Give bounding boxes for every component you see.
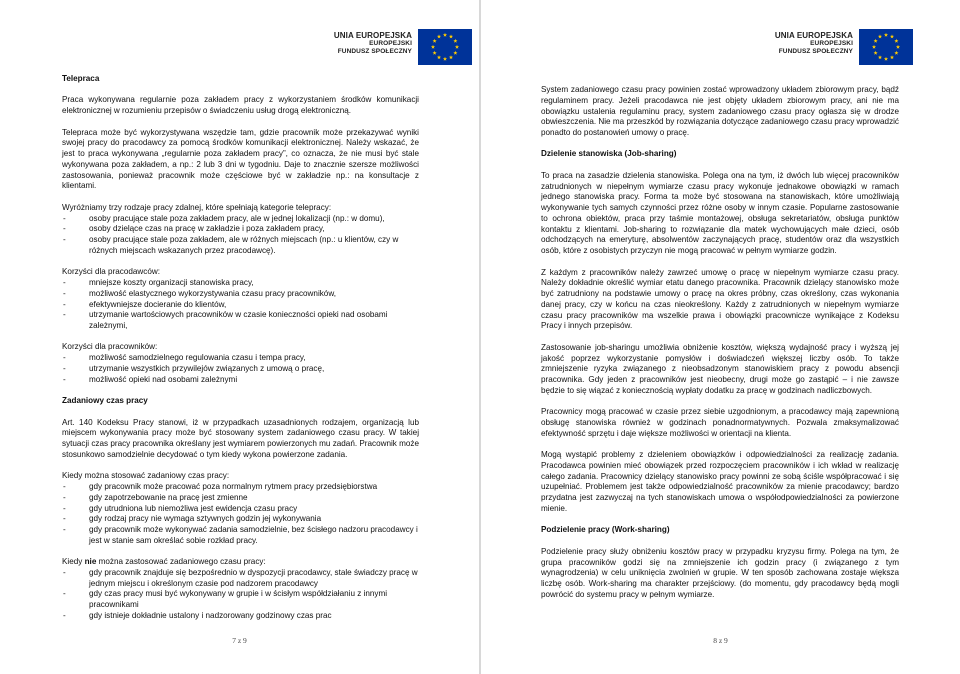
list-item: - mniejsze koszty organizacji stanowiska pracy, bbox=[62, 278, 419, 289]
list-item: - gdy pracownik znajduje się bezpośrednio w dyspozycji pracodawcy, stale świadczy pracę w jednym miejscu i określonym czasie pod nadzorem pracodawcy bbox=[62, 568, 419, 590]
section-heading-work-sharing: Podzielenie pracy (Work-sharing) bbox=[541, 525, 670, 535]
eu-flag-icon bbox=[418, 29, 472, 65]
list-item: - gdy pracownik może pracować poza normalnym rytmem pracy przedsiębiorstwa bbox=[62, 482, 419, 493]
paragraph: Telepraca może być wykorzystywana wszędzie tam, gdzie pracownik może przekazywać wyniki swojej pracy do pracodawcy za pomocą środków komunikacji elektronicznej. Należy wskazać, że jest to praca wykonywana „regularnie poza zakładem pracy”, co oznacza, że nie musi być stale wykonywana poza zakładem, a np.: 2 lub 3 dni w tygodniu. Daje to znacznie szersze możliwości zastosowania, ponieważ pracownik może częściowe być w zakładzie np.: na konsultacje z klientami. bbox=[62, 127, 419, 191]
list-item: - gdy zapotrzebowanie na pracę jest zmienne bbox=[62, 493, 419, 504]
intro-emphasis: nie bbox=[84, 557, 97, 567]
paragraph: Pracownicy mogą pracować w czasie przez siebie uzgodnionym, a pracodawcy mają zapewnioną obsługę stanowiska również w godzinach ponadnormatywnych. Pozwala zmaksymalizować efektywność sprzętu i daje większe możliwości w orientacji na klienta. bbox=[541, 407, 899, 438]
bullet-list-employer-benefits bbox=[62, 278, 419, 332]
intro-text: Kiedy bbox=[62, 557, 85, 567]
list-item: - gdy istnieje dokładnie ustalony i nadzorowany godzinowy czas prac bbox=[62, 611, 419, 622]
eu-flag-icon bbox=[859, 29, 913, 65]
logo-line-2: EUROPEJSKI bbox=[810, 40, 853, 48]
list-intro bbox=[62, 557, 419, 568]
document-page-right bbox=[481, 0, 960, 674]
list-item: - gdy czas pracy musi być wykonywany w grupie i w ścisłym współdziałaniu z innymi pracownikami bbox=[62, 589, 419, 611]
list-item: - możliwość opieki nad osobami zależnymi bbox=[62, 375, 419, 386]
page-content bbox=[541, 85, 899, 611]
paragraph: Zastosowanie job-sharingu umożliwia obniżenie kosztów, większą wydajność pracy i wyższą jej jakość poprzez wykorzystanie pomysłów i doświadczeń większej liczby osób. To także zmniejszenie ryzyka związanego z nieobsadzonym stanowiskiem pracy z powodu absencji pracownika. Gdy jeden z pracowników jest nieobecny, drugi może go zastąpić – i nie zawsze będzie to się wiązać z koniecznością wypłaty dodatku za pracę w godzinach nadliczbowych. bbox=[541, 342, 899, 395]
paragraph: System zadaniowego czasu pracy powinien zostać wprowadzony układem zbiorowym pracy, bądź regulaminem pracy. Jeżeli pracodawca nie jest objęty układem zbiorowym pracy, ani nie ma obowiązku ustalenia regulaminu pracy, system zadaniowego czasu pracy ogłasza się w drodze obwieszczenia. Nie ma przeszkód by rozwiązania dotyczące zadaniowego czasu pracy wprowadzić ponadto do postanowień umowy o pracę. bbox=[541, 85, 899, 137]
paragraph: Mogą wystąpić problemy z dzieleniem obowiązków i odpowiedzialności za realizację zadania. Pracodawca powinien mieć obowiązek przed rozpoczęciem pracowników i ich wkład w realizację całego zadania. Pracownicy dzielący stanowisko pracy powinni ze sobą ściśle współpracować i się uzupełniać. Problemem jest także odpowiedzialność pracowników za mienie pracodawcy; bardzo przydatna jest zazwyczaj na tych stanowiskach umowa o współodpowiedzialności za powierzone mienie. bbox=[541, 450, 899, 513]
section-heading-telepraca: Telepraca bbox=[62, 74, 100, 83]
logo-line-3: FUNDUSZ SPOŁECZNY bbox=[337, 48, 412, 56]
intro-text: można zastosować zadaniowego czasu pracy: bbox=[96, 557, 266, 567]
list-item: - gdy utrudniona lub niemożliwa jest ewidencja czasu pracy bbox=[62, 504, 419, 515]
list-intro: Korzyści dla pracodawców: bbox=[62, 267, 160, 277]
list-intro: Korzyści dla pracowników: bbox=[62, 342, 158, 352]
section-heading-job-sharing: Dzielenie stanowiska (Job-sharing) bbox=[541, 149, 677, 159]
page-content bbox=[62, 74, 419, 632]
paragraph: To praca na zasadzie dzielenia stanowiska. Polega ona na tym, iż dwóch lub więcej pracowników zatrudnionych w niepełnym wymiarze czasu pracy wykonuje jednakowe obowiązki w ramach jednego stanowiska pracy. Forma ta może być stosowana na stanowiskach, które umożliwiają wykonywanie tych samych czynności przez różne osoby w innym czasie. Popularne zastosowanie to ochrona obiektów, praca przy taśmie montażowej, obsługa sekretariatów, obsługa punktów kontaktu z klientami. Job-sharing to rozwiązanie dla matek wychowujących małe dzieci, osób odchodzących na emeryturę, absolwentów zaczynających pracę, studentów oraz dla wszystkich osób, które z osobistych przyczyn nie mogą pracować w pełnym wymiarze godzin. bbox=[541, 170, 899, 256]
logo-line-3: FUNDUSZ SPOŁECZNY bbox=[778, 48, 853, 56]
list-item: - gdy pracownik może wykonywać zadania samodzielnie, bez ścisłego nadzoru pracodawcy i jest w stanie sam określać sobie rozkład pracy. bbox=[62, 525, 419, 547]
list-item: - gdy rodzaj pracy nie wymaga sztywnych godzin jej wykonywania bbox=[62, 514, 419, 525]
page-number: 8 z 9 bbox=[713, 636, 728, 645]
paragraph: Praca wykonywana regularnie poza zakładem pracy z wykorzystaniem środków komunikacji elektronicznej w rozumieniu przepisów o świadczeniu usług drogą elektroniczną. bbox=[62, 95, 419, 116]
paragraph: Z każdym z pracowników należy zawrzeć umowę o pracę w niepełnym wymiarze czasu pracy. Należy dokładnie określić wymiar etatu danego pracownika. Pracownik dzielący stanowisko może być zatrudniony na podstawie umowy o pracę na okres próbny, czas określony, czas wykonania danej pracy, czy w końcu na czas nieokreślony. Każdy z zatrudnionych w niepełnym wymiarze czasu pracy pracowników ma wszelkie prawa i obowiązki pracownicze wynikające z Kodeksu Pracy i innych przepisów. bbox=[541, 267, 899, 331]
list-item: - osoby pracujące stale poza zakładem, ale w różnych miejscach (np.: u klientów, czy w różnych miejscach wskazanych przez pracodawcę). bbox=[62, 235, 419, 257]
bullet-list-types bbox=[62, 214, 419, 257]
list-intro: Kiedy można stosować zadaniowy czas pracy: bbox=[62, 471, 230, 481]
list-item: - możliwość samodzielnego regulowania czasu i tempa pracy, bbox=[62, 353, 419, 364]
logo-line-1: UNIA EUROPEJSKA bbox=[333, 31, 412, 40]
logo-line-1: UNIA EUROPEJSKA bbox=[774, 31, 853, 40]
list-item: - możliwość elastycznego wykorzystywania czasu pracy pracowników, bbox=[62, 289, 419, 300]
list-item: - osoby dzielące czas na pracę w zakładzie i poza zakładem pracy, bbox=[62, 224, 419, 235]
list-intro: Wyróżniamy trzy rodzaje pracy zdalnej, które spełniają kategorie telepracy: bbox=[62, 202, 332, 212]
list-item: - utrzymanie wartościowych pracowników w czasie konieczności opieki nad osobami zależnymi, bbox=[62, 310, 419, 332]
logo-line-2: EUROPEJSKI bbox=[369, 40, 412, 48]
paragraph: Podzielenie pracy służy obniżeniu kosztów pracy w przypadku kryzysu firmy. Polega na tym, że grupa pracowników godzi się na zmniejszenie ich godzin pracy (i związanego z tym wynagrodzenia) w celu uniknięcia zwolnień w grupie. W ten sposób zachowana zostaje większa liczbę osób. Work-sharing ma charakter przejściowy. (do momentu, gdy pracodawcy będą mogli powrócić do systemu pracy w pełnym wymiarze. bbox=[541, 546, 899, 599]
document-page-left bbox=[0, 0, 479, 674]
section-heading-zadaniowy: Zadaniowy czas pracy bbox=[62, 396, 148, 406]
bullet-list-employee-benefits bbox=[62, 353, 419, 385]
bullet-list-when bbox=[62, 482, 419, 547]
list-item: - osoby pracujące stale poza zakładem pracy, ale w jednej lokalizacji (np.: w domu), bbox=[62, 214, 419, 225]
bullet-list-when-not bbox=[62, 568, 419, 622]
paragraph: Art. 140 Kodeksu Pracy stanowi, iż w przypadkach uzasadnionych rodzajem, organizacją lub miejscem wykonywania pracy może być stosowany system zadaniowego czasu pracy. W takiej sytuacji czas pracy pracownika określany jest wymiarem powierzonych mu zadań. Pracownik może stosunkowo samodzielnie decydować o tym kiedy wykona powierzone zadania. bbox=[62, 417, 419, 459]
list-item: - utrzymanie wszystkich przywilejów związanych z umową o pracę, bbox=[62, 364, 419, 375]
page-number: 7 z 9 bbox=[232, 636, 247, 645]
list-item: - efektywniejsze docieranie do klientów, bbox=[62, 300, 419, 311]
